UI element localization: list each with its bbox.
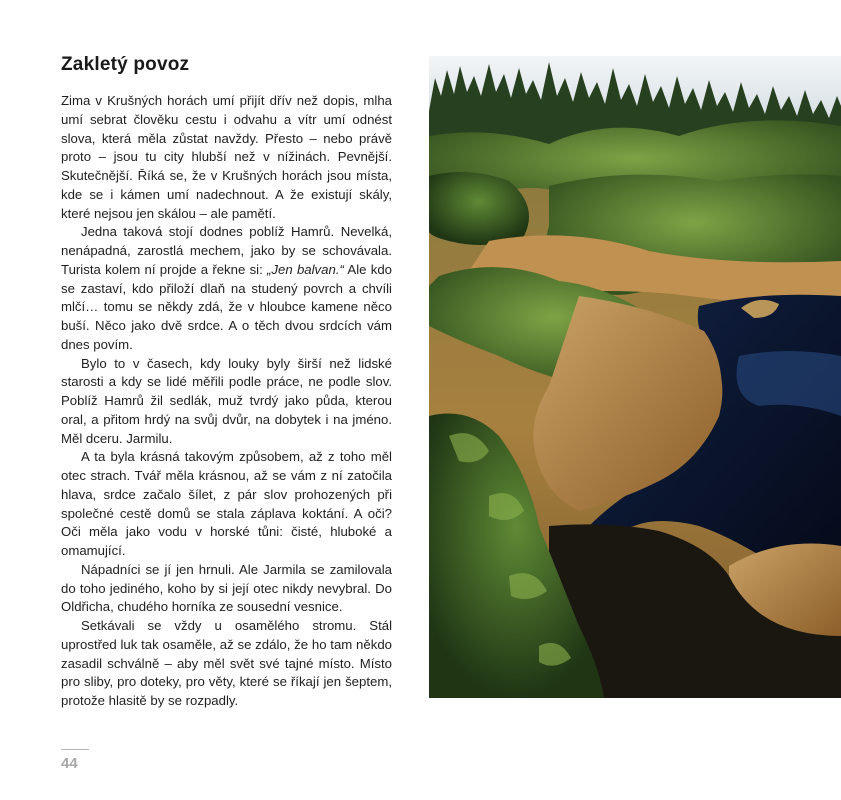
page-number-rule <box>61 749 89 750</box>
body-text <box>61 92 392 711</box>
paragraph-2-tail: Ale kdo se zastaví, kdo přiloží dlaň na studený povrch a chvíli mlčí… tomu se někdy zdá, že v hloubce kamene něco buší. Něco jako dvě srdce. A o těch dvou srdcích vám dnes povím. <box>61 261 393 352</box>
peat-bog-photo <box>429 56 841 698</box>
paragraph-6: Setkávali se vždy u osamělého stromu. Stál uprostřed luk tak osaměle, až se zdálo, že ho tam někdo zasadil schválně – aby měl svět své tajné místo. Místo pro sliby, pro doteky, pro věty, které se říkají jen šeptem, protože hlasitě by se rozpadly. <box>61 618 392 708</box>
paragraph-2-lead: Jedna taková stojí dodnes poblíž Hamrů. Nevelká, nenápadná, zarostlá mechem, jako by se schovávala. Turista kolem ní projde a řekne si: <box>61 224 392 277</box>
paragraph-3: Bylo to v časech, kdy louky byly širší než lidské starosti a kdy se lidé měřili podle práce, ne podle slov. Poblíž Hamrů žil sedlák, muž tvrdý jako půda, kterou oral, a přitom hrdý na svůj dvůr, na dobytek i na jméno. Měl dceru. Jarmilu. <box>61 355 392 446</box>
page-number: 44 <box>61 755 78 772</box>
chapter-title: Zakletý povoz <box>61 54 190 75</box>
quote-jen-balvan: „Jen balvan.“ <box>267 261 344 277</box>
paragraph-5: Nápadníci se jí jen hrnuli. Ale Jarmila se zamilovala do toho jediného, koho by si její otec nikdy nevybral. Do Oldřicha, chudého horníka ze sousední vesnice. <box>61 561 392 615</box>
paragraph-2 <box>61 223 392 354</box>
paragraph-4: A ta byla krásná takovým způsobem, až z toho měl otec strach. Tvář měla krásnou, až se vám z ní zatočila hlava, srdce začalo šílet, z pár slov prohozených při společné cestě domů se stala záplava koktání. A oči? Oči měla jako vodu v horské tůni: čisté, hluboké a omamující. <box>61 449 392 558</box>
paragraph-1: Zima v Krušných horách umí přijít dřív než dopis, mlha umí sebrat člověku cestu i odvahu a vítr umí odnést slova, která měla zůstat navždy. Přesto – nebo právě proto – jsou tu city hlubší než v nížinách. Pevnější. Skutečnější. Říká se, že v Krušných horách jsou místa, kde se i kámen umí nadechnout. A že existují skály, které nejsou jen skálou – ale pamětí. <box>61 93 392 221</box>
